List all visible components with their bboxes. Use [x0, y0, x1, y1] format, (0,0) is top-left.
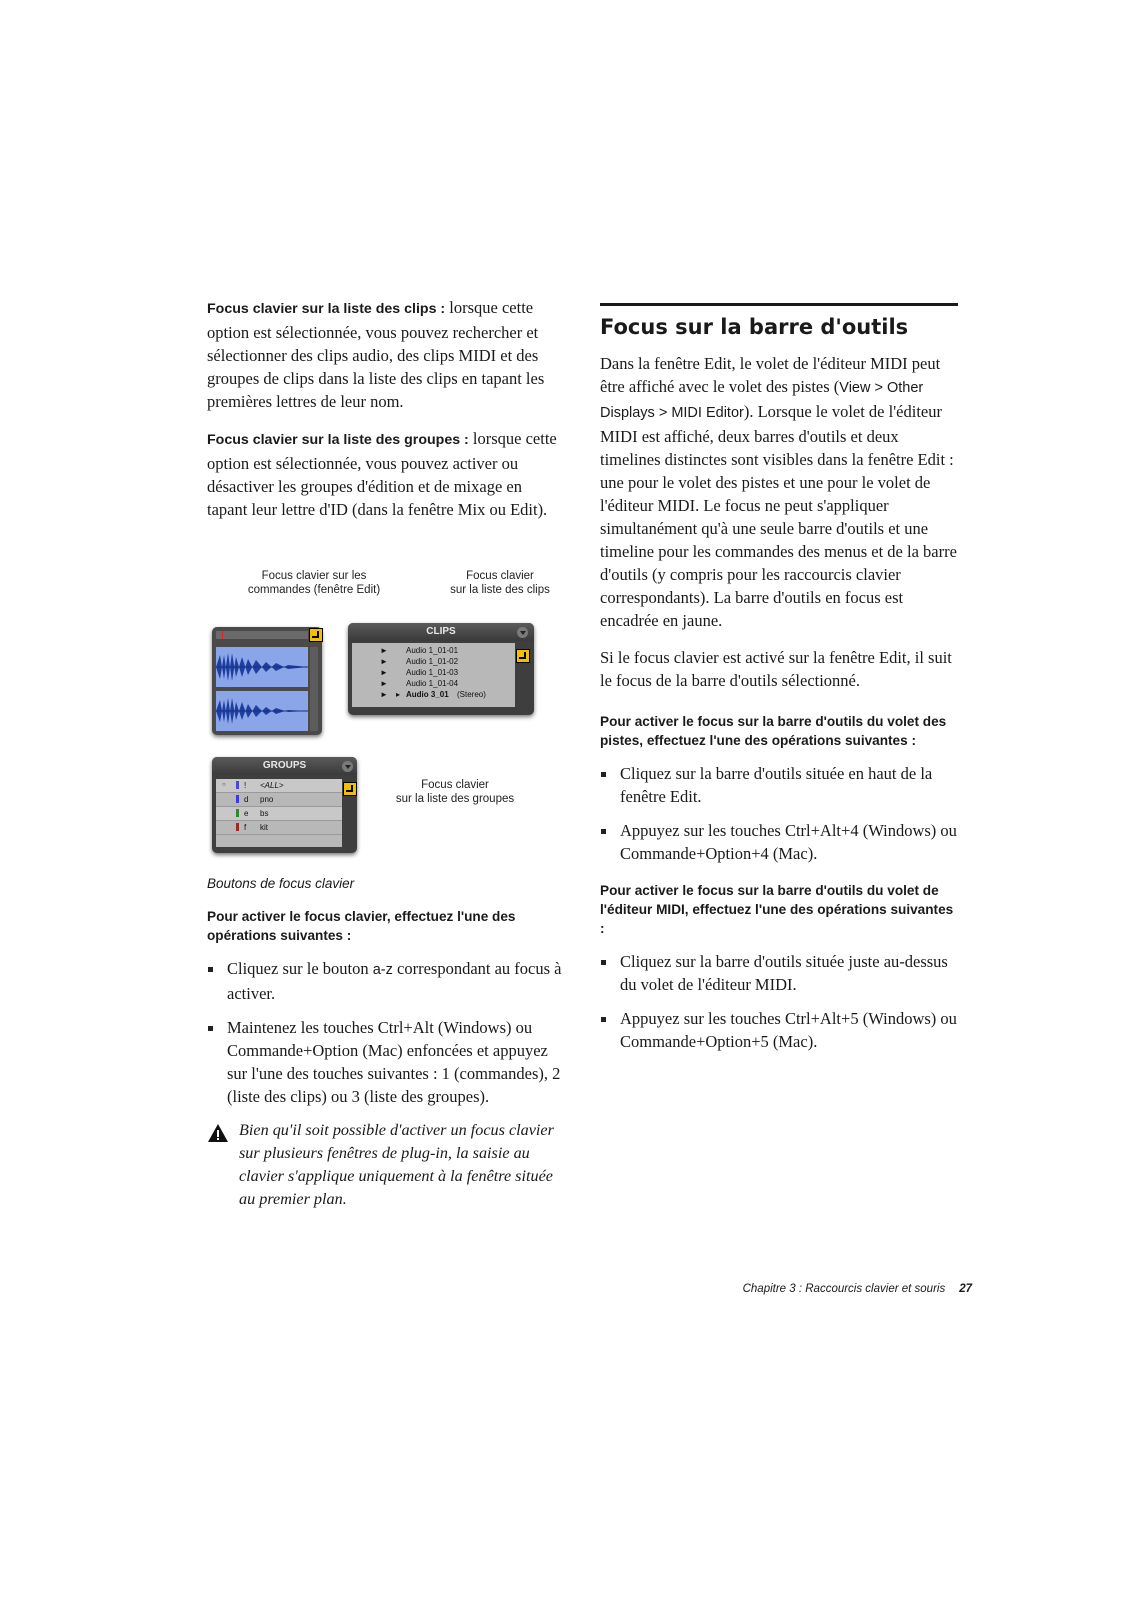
figure-caption: Boutons de focus clavier [207, 876, 355, 891]
midi-toolbar-steps [600, 950, 958, 1053]
groups-menu-icon[interactable] [342, 761, 353, 772]
callout-groups-line2: sur la liste des groupes [395, 793, 515, 805]
clip-name: Audio 1_01-02 [406, 657, 459, 666]
clip-name: Audio 1_01-01 [406, 646, 459, 655]
clips-panel [348, 623, 534, 715]
chapter-title: Chapitre 3 : Raccourcis clavier et souris [742, 1283, 946, 1295]
list-item [207, 1016, 565, 1108]
list-item [600, 950, 958, 996]
clip-row[interactable] [352, 678, 515, 689]
group-id: ! [244, 781, 247, 790]
keyboard-focus-figure [207, 535, 565, 865]
playhead-marker [222, 631, 223, 639]
menu-path: View > Other Displays > MIDI Editor [600, 380, 924, 421]
group-id: d [244, 795, 249, 804]
list-item [600, 762, 958, 808]
warning-text: Bien qu'il soit possible d'activer un focus clavier sur plusieurs fenêtres de plug-in, la saisie au clavier s'applique uniquement à la fenêtre située au premier plan. [239, 1121, 554, 1208]
group-color-swatch [236, 795, 239, 803]
step-text: Cliquez sur la barre d'outils située juste au-dessus du volet de l'éditeur MIDI. [620, 952, 948, 994]
tracks-toolbar-procedure-heading: Pour activer le focus sur la barre d'outils du volet des pistes, effectuez l'une des opérations suivantes : [600, 714, 947, 748]
step-text: Cliquez sur la barre d'outils située en haut de la fenêtre Edit. [620, 764, 933, 806]
clip-name: Audio 1_01-03 [406, 668, 459, 677]
keyboard-focus-procedure-heading: Pour activer le focus clavier, effectuez l'une des opérations suivantes : [207, 909, 516, 943]
waveform-track-1 [216, 647, 308, 687]
group-name: kit [260, 823, 268, 832]
clip-format: (Stereo) [457, 690, 486, 699]
list-item [207, 957, 565, 1005]
clip-name: Audio 3_01 [406, 690, 449, 699]
commands-focus-button[interactable] [309, 628, 323, 642]
group-name: <ALL> [260, 781, 284, 790]
clips-list [352, 643, 515, 707]
play-icon: ► [380, 690, 388, 699]
right-column [600, 303, 958, 1064]
groups-focus-button[interactable] [343, 782, 357, 796]
callout-clips-line2: sur la liste des clips [450, 584, 550, 596]
toolbar-focus-paragraph [600, 352, 958, 632]
paragraph-text: Dans la fenêtre Edit, le volet de l'éditeur MIDI peut être affiché avec le volet des pistes ( [600, 354, 941, 396]
group-row[interactable] [216, 779, 342, 793]
clips-focus-text: lorsque cette option est sélectionnée, vous pouvez rechercher et sélectionner des clips audio, des clips MIDI et des groupes de clips dans la liste des clips en tapant les premières lettres de leur nom. [207, 298, 545, 411]
clip-row[interactable] [352, 667, 515, 678]
callout-commands-line1: Focus clavier sur les [261, 570, 367, 582]
section-heading: Focus sur la barre d'outils [600, 303, 958, 344]
page-footer [743, 1283, 972, 1295]
groups-focus-paragraph [207, 427, 565, 521]
midi-toolbar-procedure-heading: Pour activer le focus sur la barre d'outils du volet de l'éditeur MIDI, effectuez l'une des opérations suivantes : [600, 883, 954, 936]
list-item [600, 819, 958, 865]
bullet-square-icon [208, 1026, 213, 1031]
group-id: e [244, 809, 249, 818]
play-icon: ► [380, 657, 388, 666]
edit-ruler [216, 631, 308, 639]
step-text: Appuyez sur les touches Ctrl+Alt+4 (Windows) ou Commande+Option+4 (Mac). [620, 821, 957, 863]
group-name: pno [260, 795, 274, 804]
clips-menu-icon[interactable] [517, 627, 528, 638]
tracks-toolbar-steps [600, 762, 958, 865]
callout-commands [229, 569, 399, 597]
clips-panel-title: CLIPS [348, 623, 534, 641]
bullet-square-icon [208, 967, 213, 972]
edit-window-panel [212, 627, 322, 735]
play-icon: ► [380, 646, 388, 655]
groups-list [216, 779, 342, 847]
bullet-square-icon [601, 960, 606, 965]
groups-panel [212, 757, 357, 853]
keyboard-focus-steps [207, 957, 565, 1108]
expand-triangle-icon[interactable]: ▸ [396, 690, 401, 699]
group-row[interactable] [216, 793, 342, 807]
ui-term: a-z [372, 962, 393, 978]
play-icon: ► [380, 668, 388, 677]
step-text: Appuyez sur les touches Ctrl+Alt+5 (Windows) ou Commande+Option+5 (Mac). [620, 1009, 957, 1051]
clip-row[interactable] [352, 656, 515, 667]
group-row[interactable] [216, 807, 342, 821]
group-id: f [244, 823, 247, 832]
page-number: 27 [959, 1283, 972, 1295]
warning-note [207, 1119, 565, 1211]
group-color-swatch [236, 823, 239, 831]
group-row[interactable] [216, 821, 342, 835]
waveform-track-2 [216, 691, 308, 731]
callout-clips-line1: Focus clavier [466, 570, 534, 582]
clips-focus-paragraph [207, 296, 565, 413]
groups-panel-title: GROUPS [212, 757, 357, 775]
edit-scrollbar[interactable] [310, 647, 318, 731]
clips-focus-term: Focus clavier sur la liste des clips : [207, 301, 446, 317]
bullet-square-icon [601, 1017, 606, 1022]
clips-focus-button[interactable] [516, 649, 530, 663]
left-column [207, 296, 565, 1211]
bullet-square-icon [601, 829, 606, 834]
step-text: Maintenez les touches Ctrl+Alt (Windows) ou Commande+Option (Mac) enfoncées et appuyez sur l'une des touches suivantes : 1 (commandes), 2 (liste des clips) ou 3 (liste des groupes). [227, 1018, 561, 1106]
callout-groups-line1: Focus clavier [421, 779, 489, 791]
groups-focus-term: Focus clavier sur la liste des groupes : [207, 432, 469, 448]
group-color-swatch [236, 809, 239, 817]
callout-commands-line2: commandes (fenêtre Edit) [247, 584, 381, 596]
paragraph-text: ). Lorsque le volet de l'éditeur MIDI est affiché, deux barres d'outils et deux timelines distinctes sont visibles dans la fenêtre Edit : une pour le volet des pistes et une pour le volet de l'éditeur MIDI. Le focus ne peut s'appliquer simultanément qu'à une seule barre d'outils et une timeline pour les commandes des menus et de la barre d'outils (y compris pour les raccourcis clavier correspondants). La barre d'outils en focus est encadrée en jaune. [600, 402, 957, 630]
warning-icon [207, 1123, 229, 1148]
step-text: Cliquez sur le bouton [227, 959, 373, 978]
circle-icon: ○ [222, 782, 226, 788]
callout-groups [385, 778, 525, 806]
clip-name: Audio 1_01-04 [406, 679, 459, 688]
callout-clips [435, 569, 565, 597]
clip-row-stereo[interactable] [352, 689, 515, 700]
step-text: correspondant au focus à activer. [227, 959, 562, 1003]
groups-focus-text: lorsque cette option est sélectionnée, vous pouvez activer ou désactiver les groupes d'édition et de mixage en tapant leur lettre d'ID (dans la fenêtre Mix ou Edit). [207, 429, 557, 519]
bullet-square-icon [601, 772, 606, 777]
list-item [600, 1007, 958, 1053]
play-icon: ► [380, 679, 388, 688]
group-color-swatch [236, 781, 239, 789]
clip-row[interactable] [352, 645, 515, 656]
group-name: bs [260, 809, 269, 818]
edit-focus-paragraph: Si le focus clavier est activé sur la fenêtre Edit, il suit le focus de la barre d'outils sélectionné. [600, 648, 952, 690]
